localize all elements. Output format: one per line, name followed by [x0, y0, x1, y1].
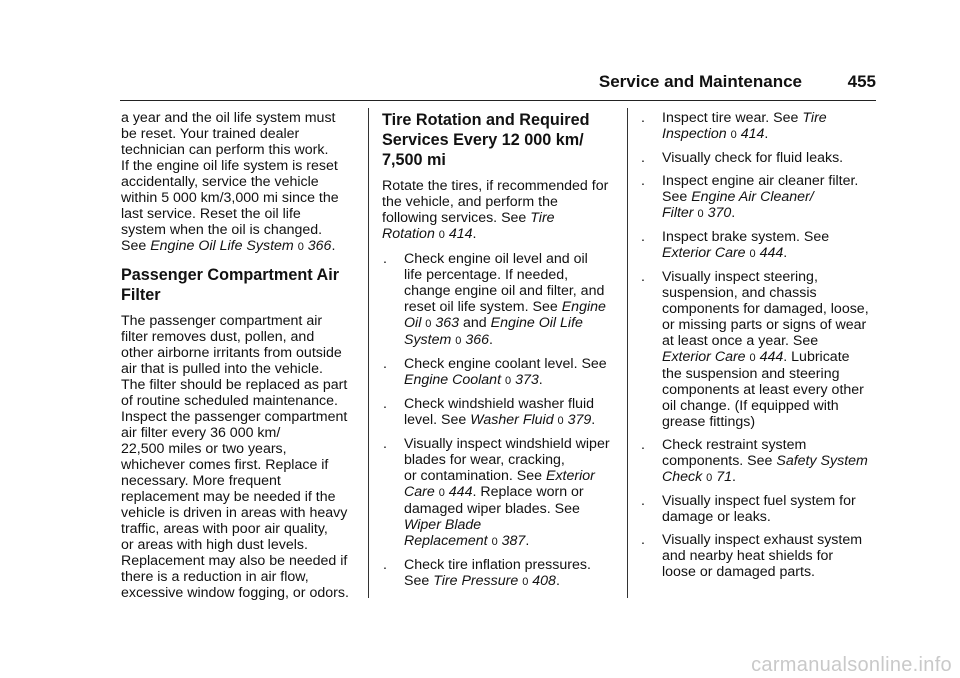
- cross-reference-link[interactable]: Exterior Care: [662, 245, 746, 261]
- cross-reference-link[interactable]: Exterior Care: [662, 349, 746, 365]
- list-item: . Visually inspect windshield wiper blades for wear, cracking, or contamination. See Exterior Care 0 444. Replace worn or damaged wiper blades. See Wiper Blade Replacement 0 387.: [383, 436, 610, 549]
- cross-reference-page[interactable]: 414: [740, 126, 765, 142]
- page-arrow-icon: 0: [504, 375, 512, 387]
- cross-reference-link[interactable]: Tire: [530, 210, 555, 226]
- bullet-icon: .: [641, 532, 645, 548]
- cross-reference-page[interactable]: 414: [448, 226, 473, 242]
- bullet-icon: .: [641, 437, 645, 453]
- page-arrow-icon: 0: [697, 208, 704, 220]
- tire-rotation-intro: Rotate the tires, if recommended for the vehicle, and perform the following services. See Tire Rotation 0 414.: [382, 178, 609, 242]
- bullet-icon: .: [641, 150, 645, 166]
- oil-life-reset-paragraph: a year and the oil life system must be reset. Your trained dealer technician can perform this work. If the engine oil life system is reset accidentally, service the vehicle within 5 000 km/3,000 mi since the last service. Reset the oil life system when the oil is changed. See Engine Oil Life System 0 366.: [121, 110, 339, 254]
- cross-reference-page[interactable]: 387: [501, 533, 526, 549]
- list-item: . Check tire inflation pressures. See Tire Pressure 0 408.: [383, 557, 591, 589]
- column-right: [640, 110, 876, 580]
- cross-reference-link[interactable]: Tire: [802, 110, 827, 126]
- service-bullet-list: [640, 110, 876, 580]
- list-item: . Inspect tire wear. See Tire Inspection 0 414.: [641, 110, 827, 142]
- bullet-icon: .: [383, 251, 387, 267]
- column-divider-right: [627, 108, 628, 598]
- cross-reference-page[interactable]: 444: [759, 349, 784, 365]
- page-arrow-icon: 0: [455, 335, 462, 347]
- page-arrow-icon: 0: [706, 472, 713, 484]
- service-bullet-list: [382, 251, 616, 590]
- cross-reference-link[interactable]: Replacement: [404, 533, 488, 549]
- cross-reference-page[interactable]: 444: [448, 484, 473, 500]
- cross-reference-page[interactable]: 379: [567, 412, 592, 428]
- bullet-icon: .: [641, 173, 645, 189]
- cross-reference-link[interactable]: System: [404, 332, 452, 348]
- bullet-icon: .: [383, 436, 387, 452]
- page-arrow-icon: 0: [438, 229, 445, 241]
- bullet-icon: .: [383, 356, 387, 372]
- section-title: Service and Maintenance: [598, 72, 802, 91]
- list-item: . Visually inspect steering, suspension, and chassis components for damaged, loose, or missing parts or signs of wear at least once a year. See Exterior Care 0 444. Lubricate the suspension and steering components at least every other oil change. (If equipped with grease fittings): [641, 269, 869, 430]
- cross-reference-link[interactable]: Engine Coolant: [404, 372, 502, 388]
- cross-reference-link[interactable]: Check: [662, 469, 703, 485]
- list-item: . Check engine coolant level. See Engine Coolant 0 373.: [383, 356, 607, 388]
- cross-reference-link[interactable]: Engine: [561, 299, 606, 315]
- bullet-icon: .: [641, 493, 645, 509]
- cross-reference-page[interactable]: 370: [707, 205, 732, 221]
- list-item: . Visually inspect exhaust system and nearby heat shields for loose or damaged parts.: [641, 532, 863, 580]
- bullet-icon: .: [641, 229, 645, 245]
- cross-reference-link[interactable]: Wiper Blade: [404, 517, 482, 533]
- list-item: . Check restraint system components. See Safety System Check 0 71.: [641, 437, 868, 485]
- cross-reference-page[interactable]: 366: [465, 332, 490, 348]
- column-divider-left: [368, 108, 369, 598]
- page-arrow-icon: 0: [522, 576, 529, 588]
- list-item: . Inspect brake system. See Exterior Care 0 444.: [641, 229, 830, 261]
- cross-reference-page[interactable]: 408: [532, 573, 556, 589]
- cross-reference-link[interactable]: Tire Pressure: [433, 573, 519, 589]
- cross-reference-link[interactable]: Inspection: [662, 126, 727, 142]
- page-arrow-icon: 0: [730, 129, 737, 141]
- cross-reference-page[interactable]: 366: [307, 238, 332, 254]
- cross-reference-page[interactable]: 363: [435, 315, 460, 331]
- bullet-icon: .: [383, 396, 387, 412]
- cross-reference-page[interactable]: 444: [759, 245, 784, 261]
- cross-reference-link[interactable]: Safety System: [776, 453, 868, 469]
- passenger-air-filter-heading: Passenger Compartment Air Filter: [121, 266, 339, 304]
- page-arrow-icon: 0: [425, 318, 432, 330]
- cross-reference-link[interactable]: Oil: [404, 315, 422, 331]
- watermark: carmanualsonline.info: [751, 654, 952, 676]
- cross-reference-link[interactable]: Care: [404, 484, 435, 500]
- cross-reference-link[interactable]: Rotation: [382, 226, 435, 242]
- page-arrow-icon: 0: [749, 248, 756, 260]
- cross-reference-link[interactable]: Washer Fluid: [470, 412, 554, 428]
- page-arrow-icon: 0: [297, 241, 304, 253]
- list-item: . Inspect engine air cleaner filter. See Engine Air Cleaner/ Filter 0 370.: [641, 173, 859, 221]
- passenger-air-filter-paragraph: The passenger compartment air filter removes dust, pollen, and other airborne irritants from outside air that is pulled into the vehicle. The filter should be replaced as part of routine scheduled maintenance. Inspect the passenger compartment air filter every 36 000 km/ 22,500 miles or two years, whichever comes first. Replace if necessary. More frequent replacement may be needed if the vehicle is driven in areas with heavy traffic, areas with poor air quality, or areas with high dust levels. Replacement may also be needed if there is a reduction in air flow, excessive window fogging, or odors.: [121, 313, 349, 601]
- bullet-icon: .: [383, 557, 387, 573]
- cross-reference-link[interactable]: Engine Oil Life: [490, 315, 583, 331]
- cross-reference-link[interactable]: Engine Air Cleaner/: [691, 189, 814, 205]
- header-rule: [120, 100, 876, 101]
- bullet-icon: .: [641, 269, 645, 285]
- tire-rotation-heading: Tire Rotation and Required Services Every 12 000 km/ 7,500 mi: [382, 111, 590, 169]
- cross-reference-page[interactable]: 71: [716, 469, 733, 485]
- cross-reference-link[interactable]: Engine Oil Life System: [150, 238, 294, 254]
- page-arrow-icon: 0: [491, 536, 498, 548]
- list-item: . Check windshield washer fluid level. See Washer Fluid 0 379.: [383, 396, 596, 428]
- list-item: . Visually inspect fuel system for damage or leaks.: [641, 493, 856, 525]
- page-arrow-icon: 0: [749, 352, 756, 364]
- cross-reference-link[interactable]: Exterior: [545, 468, 595, 484]
- list-item: . Visually check for fluid leaks.: [641, 150, 844, 166]
- column-left: [121, 110, 357, 601]
- column-middle: [382, 110, 616, 590]
- list-item: . Check engine oil level and oil life percentage. If needed, change engine oil and filter, and reset oil life system. See Engine Oil 0 363 and Engine Oil Life System 0 366.: [383, 251, 606, 348]
- page-number: 455: [847, 72, 876, 91]
- page-arrow-icon: 0: [438, 487, 445, 499]
- page-arrow-icon: 0: [557, 415, 564, 427]
- cross-reference-page[interactable]: 373: [515, 372, 539, 388]
- cross-reference-link[interactable]: Filter: [662, 205, 694, 221]
- bullet-icon: .: [641, 110, 645, 126]
